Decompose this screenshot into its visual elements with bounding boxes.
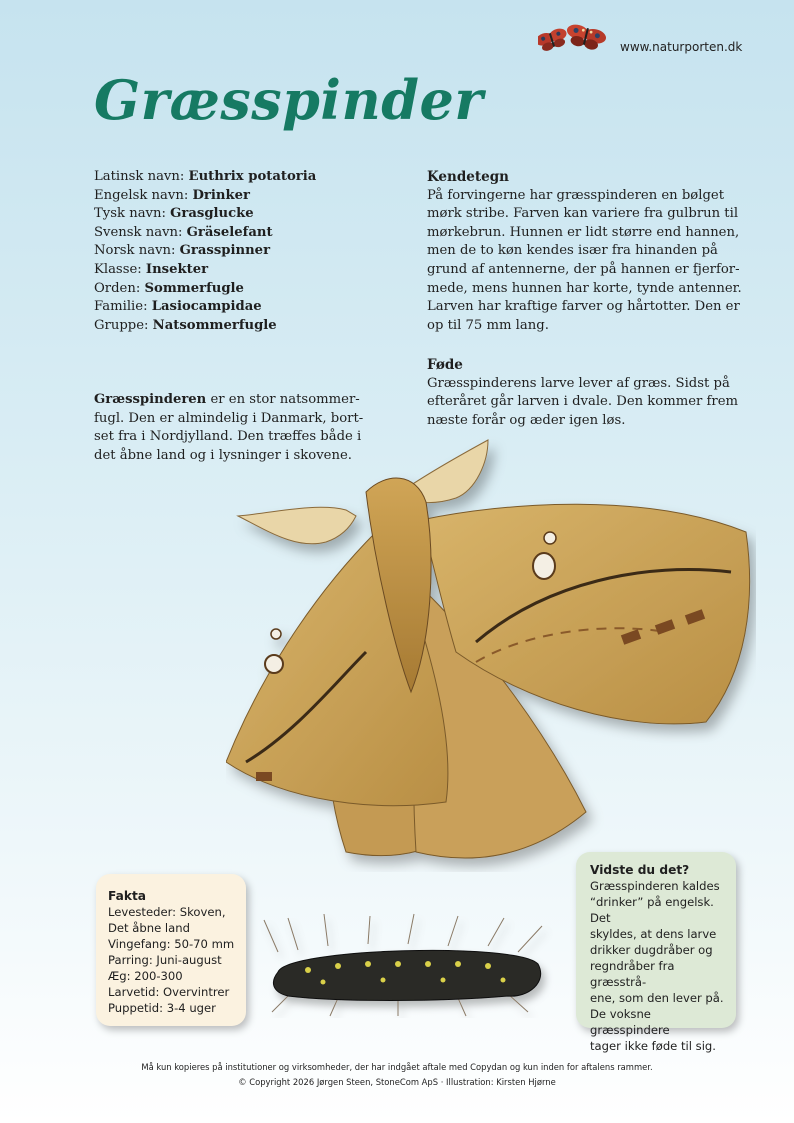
name-row-german: Tysk navn: Grasglucke — [94, 206, 254, 222]
fakta-heading: Fakta — [108, 889, 146, 903]
fode-heading: Føde — [427, 357, 463, 373]
vidste-box: Vidste du det? Græsspinderen kaldes “drinker” på engelsk. Det skyldes, at dens larve drikker dugdråber og regndråber fra græsstrå- ene, som den lever på. De voksne græsspindere tager ikke føde til sig. — [576, 852, 736, 1028]
name-row-family: Familie: Lasiocampidae — [94, 299, 262, 315]
kendetegn-heading: Kendetegn — [427, 169, 509, 185]
name-row-group: Gruppe: Natsommerfugle — [94, 317, 277, 333]
intro-paragraph: Græsspinderen er en stor natsommer- fugl. Den er almindelig i Danmark, bort- set fra i Nordjylland. Den træffes både i det åbne land og i lysninger i skovene. — [94, 392, 364, 463]
name-row-swedish: Svensk navn: Gräselefant — [94, 224, 273, 240]
names-list — [94, 168, 316, 335]
page-title: Græsspinder — [94, 68, 484, 132]
intro-lead: Græsspinderen — [94, 392, 207, 407]
caterpillar-illustration — [258, 912, 558, 1018]
section-kendetegn: Kendetegn På forvingerne har græsspinderen en bølget mørk stribe. Farven kan variere fra gulbrun til mørkebrun. Hunnen er lidt større end hannen, men de to køn kendes især fra hinanden på grund af antennerne, der på hannen er fjerfor- mede, mens hunnen har korte, tynde antenner. Larven har kraftige farver og hårtotter. Den er op til 75 mm lang. — [427, 168, 747, 335]
butterfly-right — [564, 22, 608, 52]
butterfly-left — [538, 26, 570, 53]
name-row-order: Orden: Sommerfugle — [94, 280, 244, 296]
butterflies-logo-icon — [538, 18, 618, 60]
section-fode: Føde Græsspinderens larve lever af græs. Sidst på efteråret går larven i dvale. Den kommer frem næste forår og æder igen løs. — [427, 356, 747, 430]
name-row-english: Engelsk navn: Drinker — [94, 187, 250, 203]
antenna-left — [238, 507, 356, 544]
footer-license: Må kun kopieres på institutioner og virksomheder, der har indgået aftale med Copydan og kun inden for aftalens rammer. — [141, 1062, 653, 1072]
caterpillar-body — [273, 950, 540, 1000]
site-url[interactable]: www.naturporten.dk — [620, 40, 743, 54]
name-row-norwegian: Norsk navn: Grasspinner — [94, 243, 271, 259]
fakta-box: Fakta Levesteder: Skoven, Det åbne land Vingefang: 50-70 mm Parring: Juni-august Æg: 200-300 Larvetid: Overvintrer Puppetid: 3-4 uger — [96, 874, 246, 1026]
footer-copyright: © Copyright 2026 Jørgen Steen, StoneCom ApS · Illustration: Kirsten Hjørne — [238, 1077, 556, 1087]
moth-illustration — [226, 432, 756, 872]
name-row-latin: Latinsk navn: Euthrix potatoria — [94, 169, 317, 184]
vidste-heading: Vidste du det? — [590, 863, 690, 877]
name-row-class: Klasse: Insekter — [94, 261, 209, 277]
